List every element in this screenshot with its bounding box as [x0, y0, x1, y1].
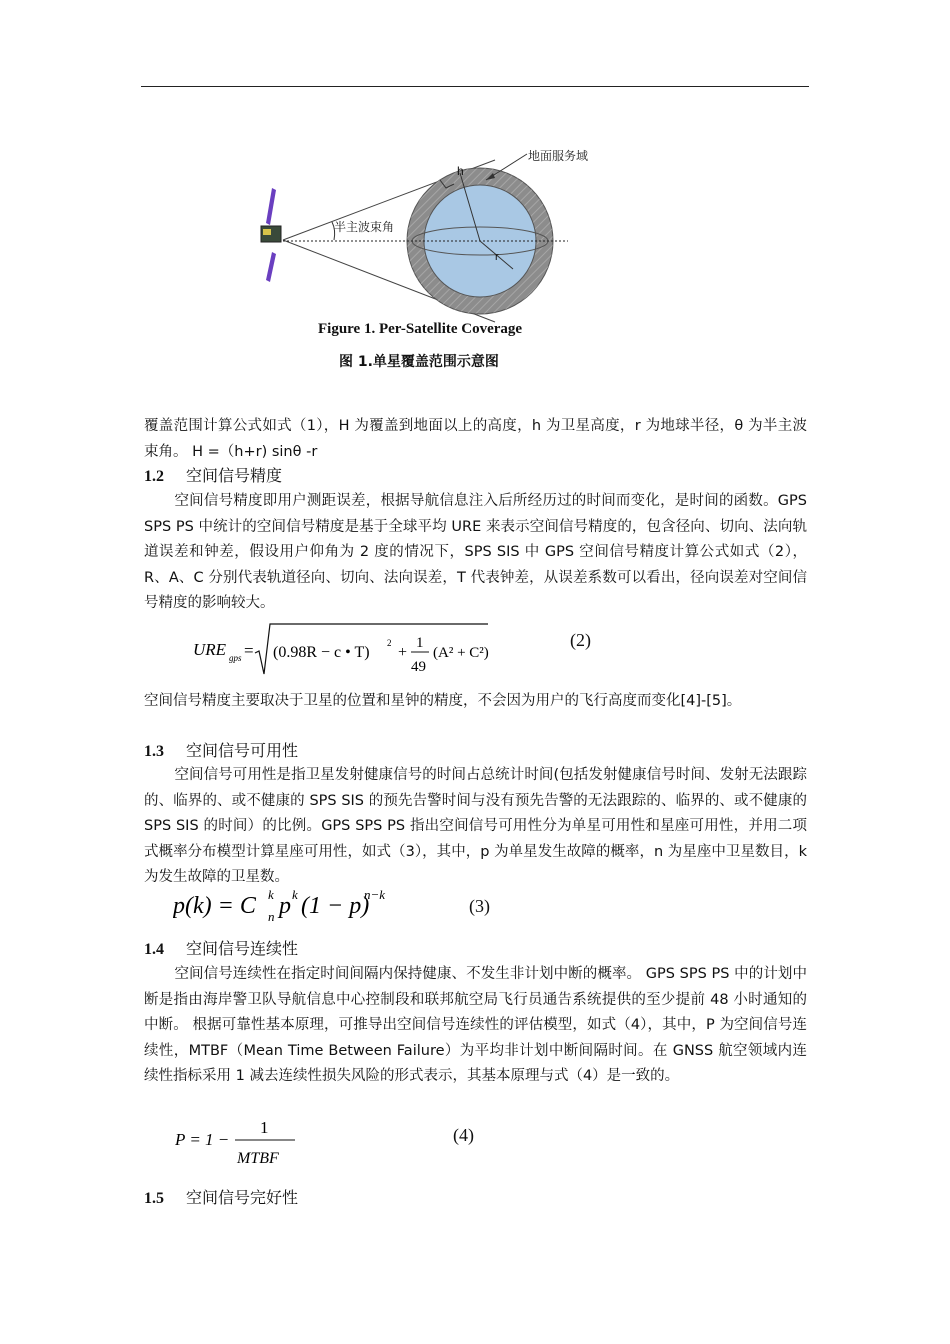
equation-4-label: (4)	[453, 1125, 474, 1145]
eq2-sup: 2	[387, 638, 392, 648]
paragraph-coverage	[144, 414, 807, 465]
paragraph-1-2b-text: 空间信号精度主要取决于卫星的位置和星钟的精度，不会因为用户的飞行高度而变化[4]-[5]。	[144, 693, 742, 709]
eq2-body2: (A² + C²)	[433, 645, 489, 661]
eq2-body1: (0.98R − c • T)	[273, 644, 370, 661]
equation-3	[173, 883, 433, 927]
eq4-den: MTBF	[237, 1150, 279, 1167]
eq4-num: 1	[260, 1118, 269, 1137]
paragraph-1-2	[144, 489, 807, 617]
section-heading-1-2	[144, 463, 282, 486]
eq3-sub-n: n	[268, 909, 275, 924]
equation-2	[193, 620, 493, 680]
section-title: 空间信号可用性	[186, 741, 299, 760]
label-service-area: 地面服务域	[528, 149, 589, 163]
paragraph-coverage-text: 覆盖范围计算公式如式（1），H 为覆盖到地面以上的高度，h 为卫星高度，r 为地球半径，θ 为半主波束角。 H =（h+r) sinθ -r	[144, 418, 807, 460]
coverage-figure	[250, 140, 610, 375]
equation-3-label: (3)	[469, 896, 490, 916]
coverage-diagram	[250, 140, 610, 325]
paragraph-1-4	[144, 962, 807, 1090]
paragraph-1-3	[144, 763, 807, 891]
eq2-frac-num: 1	[416, 635, 424, 651]
svg-text:=: =	[244, 641, 254, 660]
section-heading-1-4	[144, 936, 298, 959]
eq3-sup-k: k	[268, 887, 274, 902]
equation-2-svg	[193, 620, 493, 680]
section-number: 1.2	[144, 468, 164, 485]
header-rule	[141, 86, 809, 87]
eq2-sub: gps	[229, 653, 242, 663]
eq2-frac-den: 49	[411, 659, 426, 675]
eq3-p: p	[279, 893, 291, 919]
paragraph-1-2-text: 空间信号精度即用户测距误差，根据导航信息注入后所经历过的时间而变化，是时间的函数。GPS SPS PS 中统计的空间信号精度是基于全球平均 URE 来表示空间信号精度的，包含径向、切向、法向轨道误差和钟差，假设用户仰角为 2 度的情况下，SPS SIS 中 GPS 空间信号精度计算公式如式（2），R、A、C 分别代表轨道径向、切向、法向误差，T 代表钟差，从误差系数可以看出，径向误差对空间信号精度的影响较大。	[144, 493, 807, 611]
solar-panel-upper	[266, 188, 276, 225]
section-title: 空间信号连续性	[186, 939, 299, 958]
label-half-beam: 半主波束角	[334, 220, 395, 234]
figure-caption-en: Figure 1. Per-Satellite Coverage	[318, 321, 523, 337]
equation-3-svg	[173, 883, 433, 927]
equation-2-label: (2)	[570, 630, 591, 650]
solar-panel-lower	[266, 252, 276, 282]
section-number: 1.3	[144, 743, 164, 760]
label-r: r	[495, 251, 499, 263]
section-number: 1.4	[144, 941, 164, 958]
label-h: h	[457, 164, 464, 178]
eq3-lhs: p(k) = C	[173, 893, 256, 919]
paragraph-1-2b	[144, 689, 807, 715]
paragraph-1-3-text: 空间信号可用性是指卫星发射健康信号的时间占总统计时间(包括发射健康信号时间、发射无法跟踪的、临界的、或不健康的 SPS SIS 的预先告警时间与没有预先告警的无法跟踪的、临界的、或不健康的 SPS SIS 的时间）的比例。GPS SPS PS 指出空间信号可用性分为单星可用性和星座可用性，并用二项式概率分布模型计算星座可用性，如式（3），其中，p 为单星发生故障的概率，n 为星座中卫星数目，k 为发生故障的卫星数。	[144, 767, 807, 885]
eq2-lhs: URE	[193, 640, 227, 659]
figure-caption-zh: 图 1.单星覆盖范围示意图	[339, 354, 499, 370]
paragraph-1-4-text: 空间信号连续性在指定时间间隔内保持健康、不发生非计划中断的概率。 GPS SPS PS 中的计划中断是指由海岸警卫队导航信息中心控制段和联邦航空局飞行员通告系统提供的至少提前 48 小时通知的中断。 根据可靠性基本原理，可推导出空间信号连续性的评估模型，如式（4），其中，P 为空间信号连续性，MTBF（Mean Time Between Failure）为平均非计划中断间隔时间。在 GNSS 航空领域内连续性指标采用 1 减去连续性损失风险的形式表示，其基本原理与式（4）是一致的。	[144, 966, 807, 1084]
equation-4-svg	[175, 1113, 325, 1169]
section-number: 1.5	[144, 1190, 164, 1207]
section-heading-1-3	[144, 738, 298, 761]
satellite-icon	[261, 188, 281, 282]
equation-4	[175, 1113, 325, 1169]
section-title: 空间信号完好性	[186, 1188, 299, 1207]
eq3-tail: (1 − p)	[301, 893, 370, 919]
eq3-pow: k	[292, 887, 298, 902]
svg-text:+: +	[398, 644, 408, 661]
eq3-tailpow: n−k	[364, 887, 386, 902]
satellite-foil	[263, 229, 271, 235]
section-title: 空间信号精度	[186, 466, 283, 485]
section-heading-1-5	[144, 1185, 298, 1208]
eq4-lhs: P = 1 −	[175, 1130, 230, 1149]
